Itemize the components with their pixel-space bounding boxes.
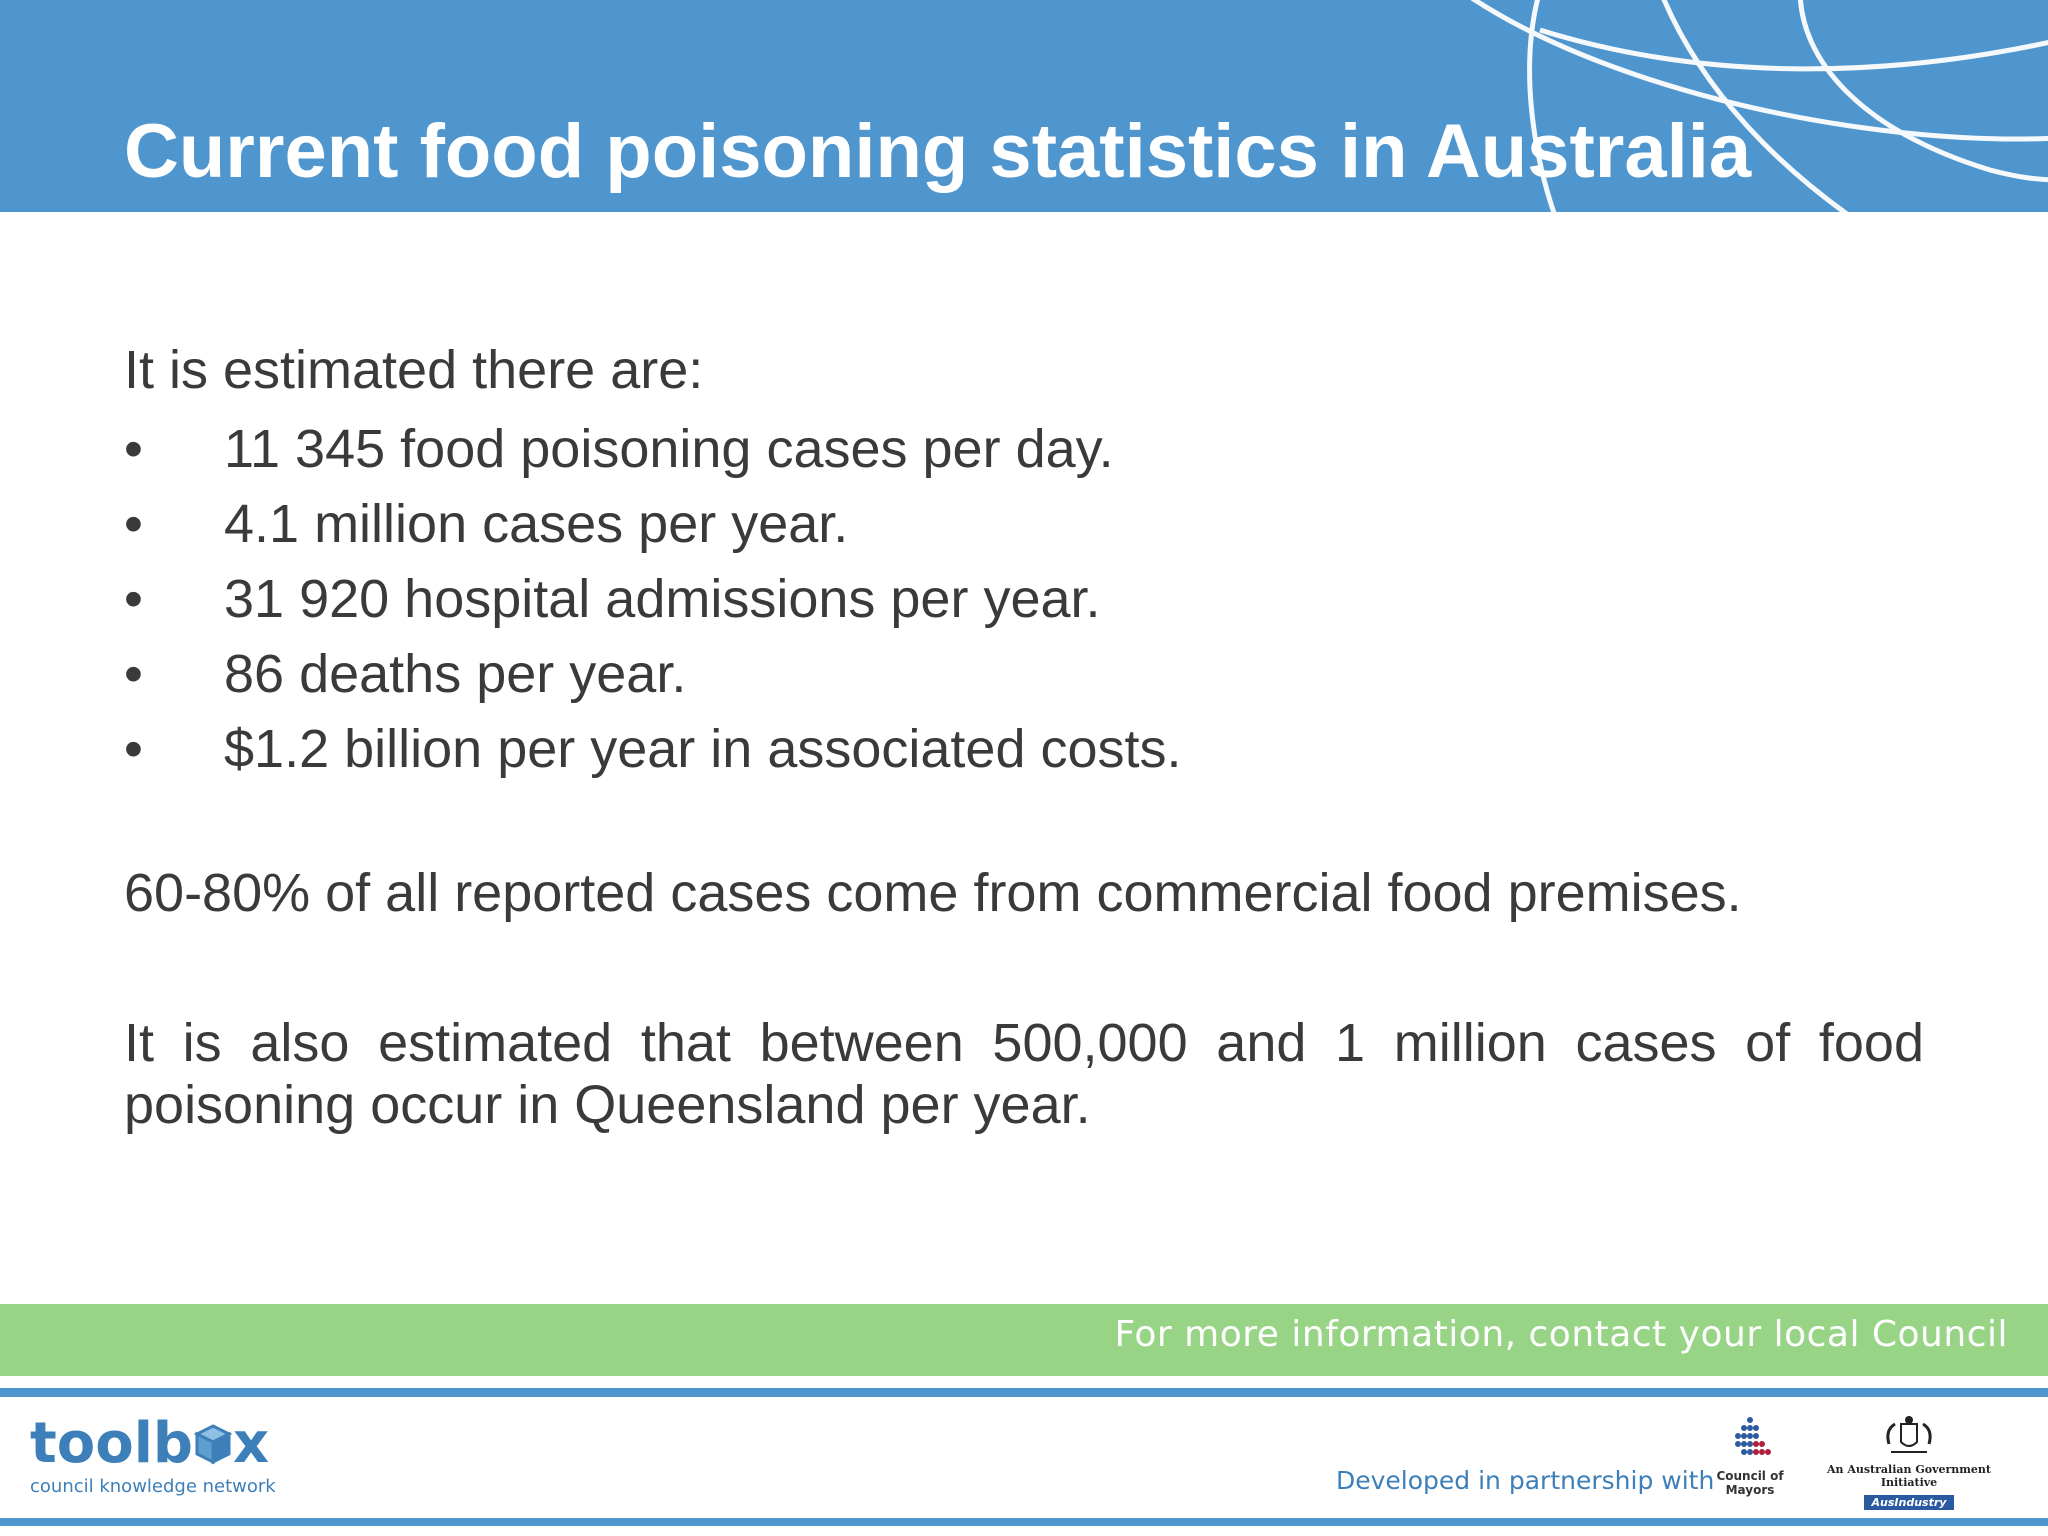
slide-content	[124, 338, 1924, 787]
logo-subtitle: council knowledge network	[30, 1476, 276, 1497]
government-initiative-label: An Australian Government Initiative	[1826, 1463, 1992, 1489]
logo-text-left: toolb	[30, 1411, 193, 1476]
partner-text: Developed in partnership with	[1336, 1466, 1715, 1495]
intro-text: It is estimated there are:	[124, 340, 704, 400]
bullet-icon: •	[124, 719, 143, 779]
ausindustry-badge: AusIndustry	[1864, 1495, 1955, 1510]
bullet-icon: •	[124, 494, 143, 554]
council-of-mayors-label: Council of Mayors	[1716, 1469, 1784, 1497]
contact-text: For more information, contact your local Council	[1114, 1314, 2008, 1355]
coat-of-arms-icon	[1879, 1414, 1939, 1458]
bullet-icon: •	[124, 644, 143, 704]
list-item-text: $1.2 billion per year in associated costs.	[224, 719, 1182, 779]
list-item-text: 31 920 hospital admissions per year.	[224, 569, 1101, 629]
list-item	[124, 412, 1924, 487]
dots-icon	[1720, 1414, 1780, 1464]
queensland-paragraph: It is also estimated that between 500,000 and 1 million cases of food poisoning occur in Queensland per year.	[124, 1013, 1924, 1135]
slide-title: Current food poisoning statistics in Australia	[124, 109, 1752, 194]
list-item	[124, 487, 1924, 562]
list-item-text: 4.1 million cases per year.	[224, 494, 849, 554]
toolbox-wordmark	[30, 1411, 276, 1476]
list-item-text: 11 345 food poisoning cases per day.	[224, 419, 1114, 479]
australian-government-logo	[1818, 1414, 2000, 1511]
logo-text-right: x	[233, 1411, 270, 1476]
council-of-mayors-logo	[1700, 1414, 1800, 1497]
bullet-icon: •	[124, 569, 143, 629]
footer-bottom-line	[0, 1518, 2048, 1526]
statistics-list	[124, 412, 1924, 787]
commercial-paragraph: 60-80% of all reported cases come from commercial food premises.	[124, 863, 1742, 923]
list-item	[124, 562, 1924, 637]
list-item	[124, 637, 1924, 712]
header-banner	[0, 0, 2048, 212]
list-item-text: 86 deaths per year.	[224, 644, 687, 704]
contact-band	[0, 1304, 2048, 1376]
list-item	[124, 712, 1924, 787]
bullet-icon: •	[124, 419, 143, 479]
box-icon	[193, 1422, 233, 1466]
toolbox-logo	[30, 1411, 276, 1497]
footer-divider	[0, 1388, 2048, 1397]
